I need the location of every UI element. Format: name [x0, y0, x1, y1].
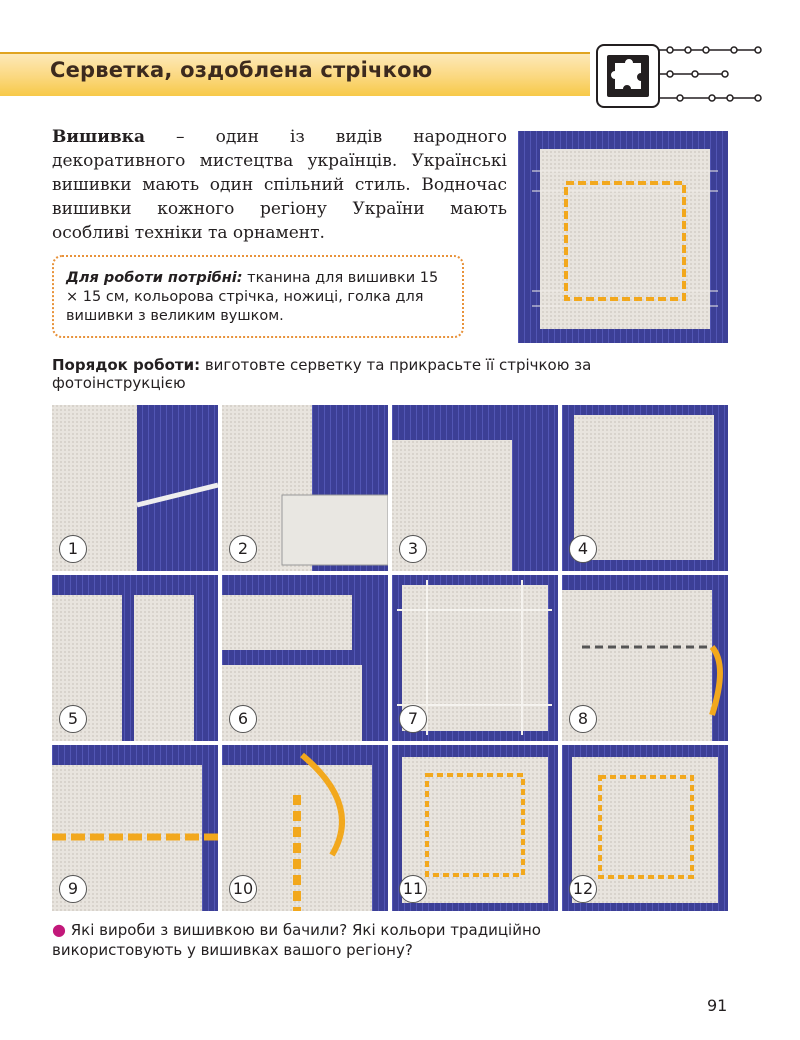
step-photo: [392, 745, 558, 911]
materials-box: [52, 255, 464, 338]
question-text: [52, 920, 672, 960]
step-number: 3: [399, 535, 427, 563]
materials-text: тканина для вишивки 15 × 15 см, кольорова стрічка, ножиці, голка для вишивки з великим вушком.: [66, 270, 439, 324]
step-number: 2: [229, 535, 257, 563]
step-number: 6: [229, 705, 257, 733]
page-number: 91: [707, 996, 728, 1015]
step-photo: [52, 745, 218, 911]
step-photo: [562, 575, 728, 741]
step-number: 12: [569, 875, 597, 903]
step-number: 5: [59, 705, 87, 733]
step-number: 7: [399, 705, 427, 733]
step-number: 1: [59, 535, 87, 563]
step-number: 10: [229, 875, 257, 903]
intro-term: Вишивка: [52, 127, 145, 147]
circuit-decoration: [650, 40, 765, 110]
procedure-label: Порядок роботи:: [52, 356, 201, 374]
step-photo: [222, 745, 388, 911]
step-photo: [392, 575, 558, 741]
procedure-text: [52, 356, 652, 392]
step-photo: [392, 405, 558, 571]
steps-photo-grid: [52, 405, 728, 910]
step-photo: [222, 405, 388, 571]
step-number: 9: [59, 875, 87, 903]
step-photo: [562, 745, 728, 911]
bullet-icon: ●: [52, 920, 66, 939]
step-number: 4: [569, 535, 597, 563]
question-content: Які вироби з вишивкою ви бачили? Які кольори традиційно використовують у вишивках вашого регіону?: [52, 921, 541, 959]
step-photo: [52, 575, 218, 741]
materials-label: Для роботи потрібні:: [66, 270, 243, 286]
step-photo: [562, 405, 728, 571]
intro-paragraph: [52, 125, 507, 245]
step-photo: [222, 575, 388, 741]
procedure-description: виготовте серветку та прикрасьте її стрічкою за фотоінструкцією: [52, 356, 592, 392]
step-photo: [52, 405, 218, 571]
step-number: 11: [399, 875, 427, 903]
finished-napkin-photo: [518, 131, 728, 343]
intro-text: – один із видів народного декоративного мистецтва українців. Українські вишивки мають один спільний стиль. Водночас вишивки кожного регіону України мають особливі техніки та орнамент.: [52, 127, 507, 243]
page-title: Серветка, оздоблена стрічкою: [50, 58, 433, 82]
step-number: 8: [569, 705, 597, 733]
puzzle-piece-icon: [607, 55, 649, 97]
